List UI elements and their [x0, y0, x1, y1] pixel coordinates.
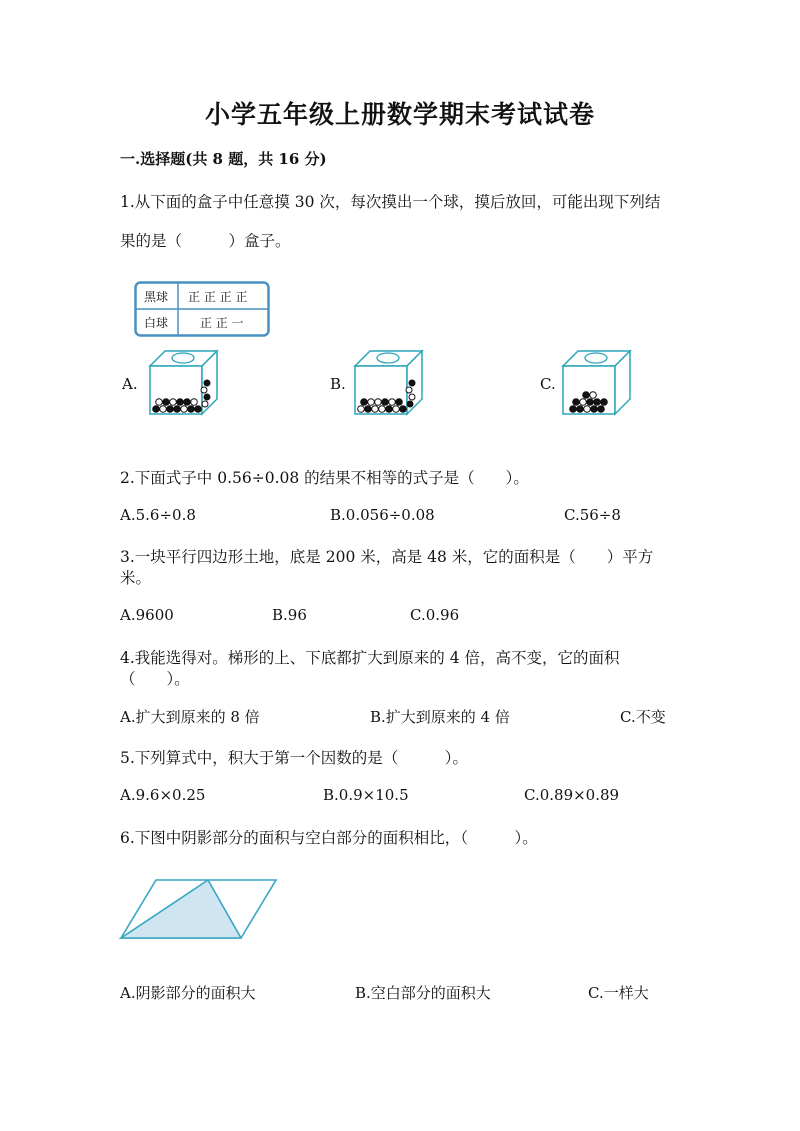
tally-label-black: 黑球	[144, 290, 169, 304]
ball-box-b	[350, 348, 430, 420]
q5-option-b: B.0.9×10.5	[323, 786, 409, 804]
question-4-line-2: （ ）。	[120, 670, 190, 688]
parallelogram-figure	[118, 876, 280, 942]
q2-option-c: C.56÷8	[564, 506, 621, 524]
question-3-line-2: 米。	[120, 569, 152, 587]
tally-label-white: 白球	[144, 316, 169, 330]
q2-option-a: A.5.6÷0.8	[120, 506, 196, 524]
q3-option-c: C.0.96	[410, 606, 460, 624]
ball-box-c	[558, 348, 638, 420]
q4-option-a: A.扩大到原来的 8 倍	[120, 708, 260, 726]
question-3-line-1: 3.一块平行四边形土地，底是 200 米，高是 48 米，它的面积是（ ）平方	[120, 548, 654, 566]
q6-option-a: A.阴影部分的面积大	[120, 984, 256, 1002]
page-title: 小学五年级上册数学期末考试试卷	[204, 100, 595, 129]
q5-option-a: A.9.6×0.25	[120, 786, 206, 804]
q2-option-b: B.0.056÷0.08	[330, 506, 435, 524]
q6-option-b: B.空白部分的面积大	[355, 984, 491, 1002]
tally-marks-black: 正 正 正 正	[188, 290, 248, 304]
q5-option-c: C.0.89×0.89	[524, 786, 620, 804]
section-heading: 一.选择题(共 8 题，共 16 分)	[120, 150, 327, 168]
q6-option-c: C.一样大	[588, 984, 649, 1002]
q1-option-b-label: B.	[330, 375, 346, 393]
question-5-line-1: 5.下列算式中，积大于第一个因数的是（ ）。	[120, 749, 469, 767]
q1-option-c-label: C.	[540, 375, 556, 393]
q4-option-c: C.不变	[620, 708, 666, 726]
tally-table	[134, 281, 270, 337]
q4-option-b: B.扩大到原来的 4 倍	[370, 708, 510, 726]
q3-option-a: A.9600	[120, 606, 174, 624]
question-1-line-2: 果的是（ ）盒子。	[120, 232, 291, 250]
question-2-line-1: 2.下面式子中 0.56÷0.08 的结果不相等的式子是（ ）。	[120, 469, 529, 487]
tally-marks-white: 正 正 一	[200, 316, 244, 330]
question-1-line-1: 1.从下面的盒子中任意摸 30 次，每次摸出一个球，摸后放回，可能出现下列结	[120, 193, 661, 211]
q1-option-a-label: A.	[122, 375, 138, 393]
ball-box-a	[145, 348, 225, 420]
question-4-line-1: 4.我能选得对。梯形的上、下底都扩大到原来的 4 倍，高不变，它的面积	[120, 649, 620, 667]
question-6-line-1: 6.下图中阴影部分的面积与空白部分的面积相比，（ ）。	[120, 829, 538, 847]
q3-option-b: B.96	[272, 606, 307, 624]
